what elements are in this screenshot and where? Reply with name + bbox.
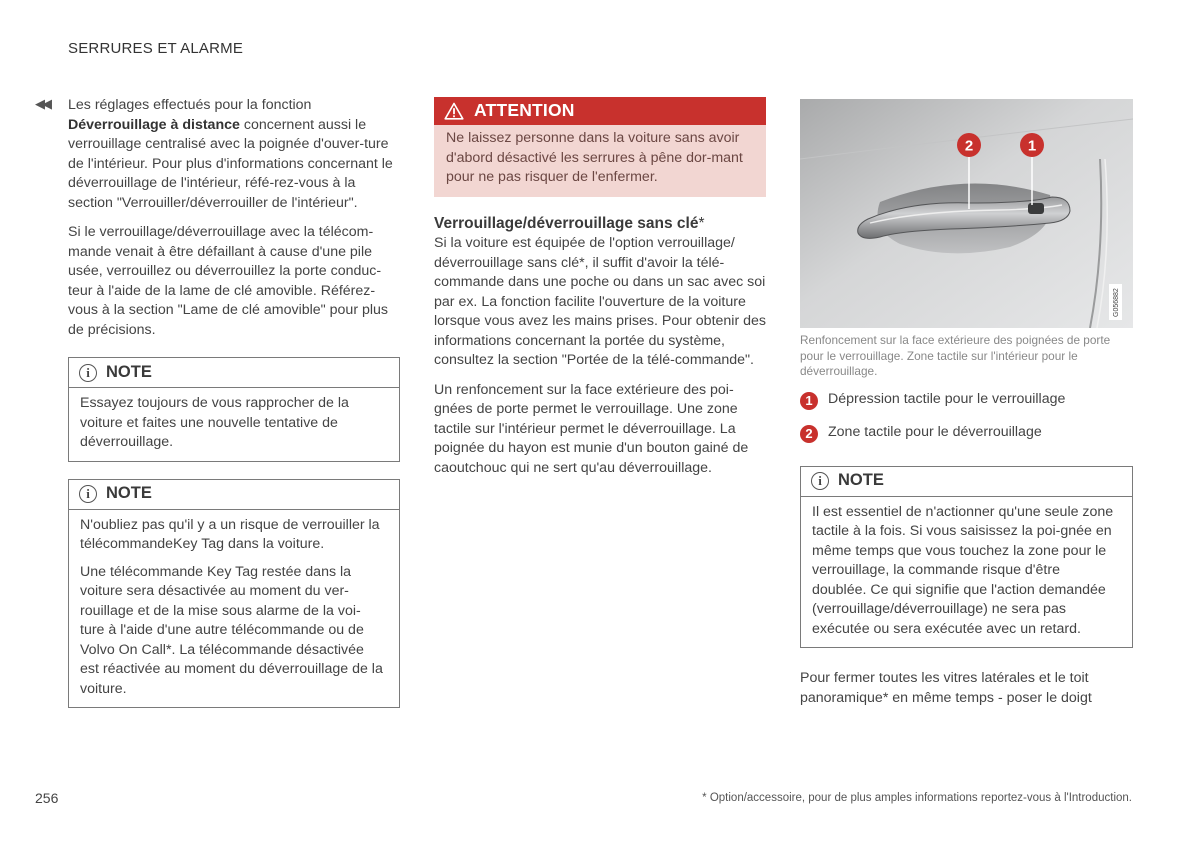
attention-box [434, 97, 766, 197]
paragraph-windows: Pour fermer toutes les vitres latérales et le toit panoramique* en même temps - poser le doigt [800, 670, 1092, 706]
paragraph-key-blade: Si le verrouillage/déverrouillage avec la télécom-mande venait à être défaillant à cause d'une pile usée, verrouillez ou déverrouillez la porte conduc-teur à l'aide de la lame de clé amovible. Référez-vous à la section "Lame de clé amovible" pour plus de précisions. [68, 224, 389, 338]
figure-code: G056882 [1113, 288, 1120, 317]
heading-text: Verrouillage/déverrouillage sans clé [434, 214, 699, 232]
note-title: NOTE [106, 484, 152, 503]
footnote: * Option/accessoire, pour de plus amples informations reportez-vous à l'Introduction. [702, 792, 1132, 804]
info-icon: i [79, 364, 97, 382]
info-icon: i [79, 485, 97, 503]
note-header [69, 358, 399, 388]
column-3 [800, 99, 1133, 718]
page-header-title: SERRURES ET ALARME [68, 40, 244, 57]
column-2 [434, 97, 766, 488]
note-box-1 [68, 357, 400, 462]
note-box-2 [68, 479, 400, 709]
back-arrows-icon[interactable]: ◀◀ [35, 96, 49, 111]
p1-text-after: concernent aussi le verrouillage centralisé avec la poignée d'ouver-ture de l'intérieur. Pour plus d'informations concernant le déverrouillage de l'intérieur, réfé-rez-vous à la section "Verrouiller/déverrouiller de l'intérieur". [68, 116, 393, 211]
section-heading-keyless [434, 214, 766, 234]
legend-number-2: 2 [800, 425, 818, 443]
figure-legend [800, 390, 1133, 443]
figure-marker-2-label: 2 [964, 137, 974, 155]
attention-body: Ne laissez personne dans la voiture sans avoir d'abord désactivé les serrures à pêne dor-mant pour ne pas risquer de l'enfermer. [446, 130, 743, 185]
paragraph-remote-unlock [68, 96, 400, 213]
note-body [69, 388, 399, 461]
note-text: Essayez toujours de vous rapprocher de la voiture et faites une nouvelle tentative de déverrouillage. [80, 395, 349, 450]
note-title: NOTE [838, 471, 884, 490]
page-number: 256 [35, 790, 59, 806]
legend-item-2 [800, 423, 1133, 443]
legend-label-2: Zone tactile pour le déverrouillage [828, 423, 1042, 440]
p1-bold-term: Déverrouillage à distance [68, 116, 240, 133]
figure-marker-1-label: 1 [1027, 137, 1037, 155]
column-1 [68, 96, 400, 708]
legend-item-1 [800, 390, 1133, 410]
note-header [801, 467, 1132, 497]
attention-title: ATTENTION [474, 100, 575, 121]
paragraph-handle-zones: Un renfoncement sur la face extérieure des poi-gnées de porte permet le verrouillage. Une zone tactile sur l'intérieur permet le déverrouillage. La poignée du hayon est munie d'un bouton gainé de caoutchouc qui ne sert qu'au déverrouillage. [434, 381, 749, 476]
heading-option-star: * [698, 214, 705, 232]
note-text-2: Une télécommande Key Tag restée dans la voiture sera désactivée au moment du ver-rouillage et de la mise sous alarme de la voi-ture à l'aide d'une autre télécommande ou de Volvo On Call*. La télécommande désactivée est réactivée au moment du déverrouillage de la voiture. [80, 563, 383, 697]
note-text: Il est essentiel de n'actionner qu'une seule zone tactile à la fois. Si vous saisissez la poi-gnée en même temps que vous touchez la zone pour le verrouillage, la commande risque d'être doublée. Ce qui signifie que l'action demandée (verrouillage/déverrouillage) ne sera pas exécutée ou sera exécutée avec un retard. [812, 503, 1114, 637]
legend-number-1: 1 [800, 392, 818, 410]
note-body [69, 510, 399, 708]
note-text-1: N'oubliez pas qu'il y a un risque de verrouiller la télécommandeKey Tag dans la voiture. [80, 516, 380, 552]
note-body [801, 497, 1132, 648]
attention-header [434, 97, 766, 125]
figure-caption: Renfoncement sur la face extérieure des poignées de porte pour le verrouillage. Zone tactile sur l'intérieur pour le déverrouillage. [800, 333, 1111, 378]
paragraph-keyless: Si la voiture est équipée de l'option verrouillage/ déverrouillage sans clé*, il suffit d'avoir la télé-commande dans une poche ou dans un sac avec soi par ex. La fonction facilite l'ouverture de la voiture lorsque vous avez les mains prises. Pour obtenir des informations concernant la portée du système, consultez la section "Portée de la télé-commande". [434, 235, 766, 368]
p1-text-before: Les réglages effectués pour la fonction [68, 97, 312, 113]
door-handle-illustration [800, 99, 1133, 328]
note-header [69, 480, 399, 510]
note-title: NOTE [106, 362, 152, 381]
note-box-3 [800, 466, 1133, 649]
warning-triangle-icon [444, 102, 464, 120]
door-handle-photo [800, 99, 1133, 328]
info-icon: i [811, 472, 829, 490]
legend-label-1: Dépression tactile pour le verrouillage [828, 390, 1066, 407]
